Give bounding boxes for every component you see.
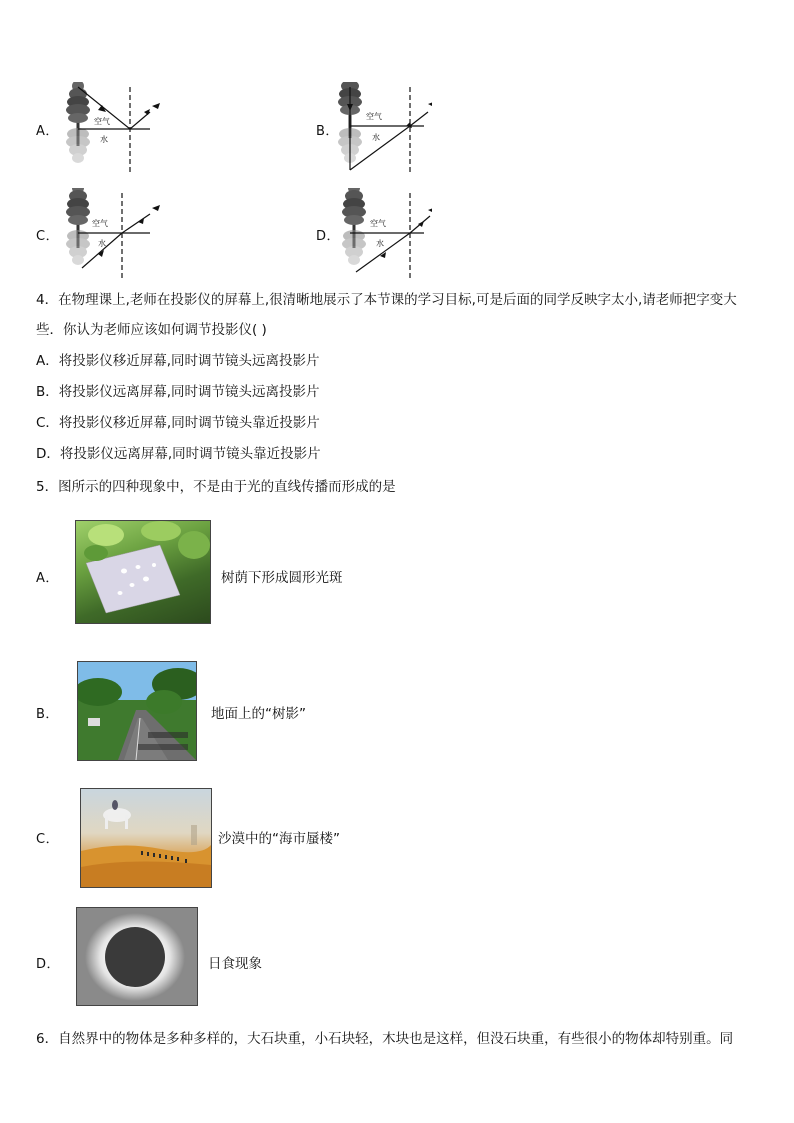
q5-stem: 5．图所示的四种现象中，不是由于光的直线传播而形成的是 <box>36 479 396 495</box>
q5-option-d-label: D． <box>36 957 61 972</box>
q5-option-c-caption: 沙漠中的“海市蜃楼” <box>218 831 340 847</box>
q3-b-air-label: 空气 <box>366 112 382 121</box>
q3-a-water-label: 水 <box>100 135 108 144</box>
q3-option-c-diagram[interactable] <box>60 188 160 278</box>
road-tree-shadow-photo[interactable] <box>77 661 197 761</box>
q3-option-d-label: D． <box>316 229 341 244</box>
q6-stem: 6．自然界中的物体是多种多样的，大石块重，小石块轻，木块也是这样，但没石块重，有些很小的物体却特别重。同 <box>36 1031 734 1047</box>
q4-option-c[interactable]: C．将投影仪移近屏幕,同时调节镜头靠近投影片 <box>36 415 320 431</box>
q3-option-d-diagram[interactable] <box>332 188 432 278</box>
desert-mirage-photo[interactable] <box>80 788 212 888</box>
q3-c-air-label: 空气 <box>92 219 108 228</box>
q4-stem-line2: 些．你认为老师应该如何调节投影仪( ) <box>36 322 267 338</box>
q3-option-a-label: A． <box>36 124 59 139</box>
q3-option-b-label: B． <box>316 124 339 139</box>
q5-option-b-label: B． <box>36 707 59 722</box>
q5-option-b-caption: 地面上的“树影” <box>211 706 306 722</box>
q5-option-a-caption: 树荫下形成圆形光斑 <box>221 570 343 586</box>
q3-b-water-label: 水 <box>372 133 380 142</box>
q3-c-water-label: 水 <box>98 239 106 248</box>
q3-d-air-label: 空气 <box>370 219 386 228</box>
solar-eclipse-photo[interactable] <box>76 907 198 1006</box>
q3-a-air-label: 空气 <box>94 117 110 126</box>
q3-option-c-label: C． <box>36 229 60 244</box>
q3-d-water-label: 水 <box>376 239 384 248</box>
q3-option-a-diagram[interactable] <box>60 82 160 172</box>
shade-light-spots-photo[interactable] <box>75 520 211 624</box>
q5-option-d-caption: 日食现象 <box>208 956 262 972</box>
q3-option-b-diagram[interactable] <box>332 82 432 172</box>
q5-option-c-label: C． <box>36 832 60 847</box>
q4-option-d[interactable]: D．将投影仪远离屏幕,同时调节镜头靠近投影片 <box>36 446 321 462</box>
q4-option-b[interactable]: B．将投影仪远离屏幕,同时调节镜头远离投影片 <box>36 384 320 400</box>
q4-option-a[interactable]: A．将投影仪移近屏幕,同时调节镜头远离投影片 <box>36 353 320 369</box>
q4-stem-line1: 4．在物理课上,老师在投影仪的屏幕上,很清晰地展示了本节课的学习目标,可是后面的同学反映字太小,请老师把字变大 <box>36 292 737 308</box>
q5-option-a-label: A． <box>36 571 59 586</box>
